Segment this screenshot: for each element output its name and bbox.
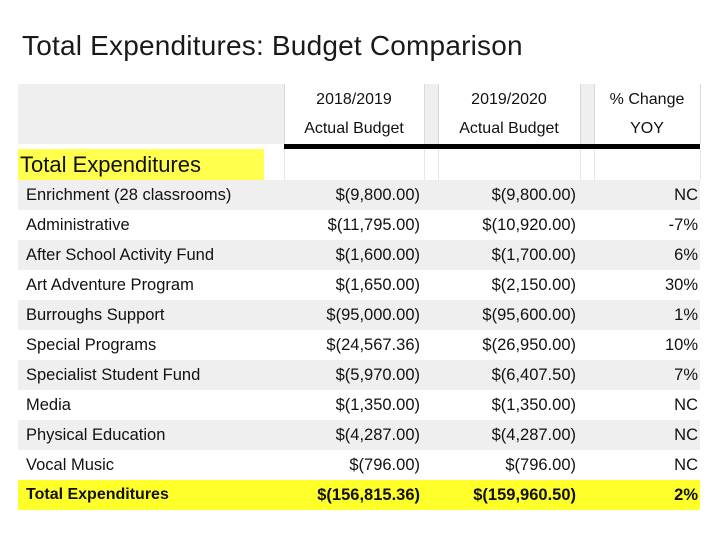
budget-table <box>18 84 700 510</box>
row-change: 6% <box>594 240 700 270</box>
row-label: Specialist Student Fund <box>18 360 264 390</box>
row-change: 7% <box>594 360 700 390</box>
header-change: % Change YOY <box>594 84 700 144</box>
row-label: Special Programs <box>18 330 264 360</box>
row-label: Administrative <box>18 210 264 240</box>
row-label: Physical Education <box>18 420 264 450</box>
row-change: NC <box>594 180 700 210</box>
row-fy2019: $(1,600.00) <box>284 240 424 270</box>
row-fy2019: $(4,287.00) <box>284 420 424 450</box>
row-change: 30% <box>594 270 700 300</box>
row-fy2019: $(11,795.00) <box>284 210 424 240</box>
row-label: Media <box>18 390 264 420</box>
header-row <box>18 84 700 144</box>
header-label-cell <box>18 84 264 144</box>
row-fy2020: $(1,350.00) <box>438 390 580 420</box>
header-fy2019: 2018/2019 Actual Budget <box>284 84 424 144</box>
table-row <box>18 180 700 210</box>
row-label: After School Activity Fund <box>18 240 264 270</box>
table-row <box>18 360 700 390</box>
row-fy2020: $(4,287.00) <box>438 420 580 450</box>
row-fy2019: $(5,970.00) <box>284 360 424 390</box>
row-fy2019: $(9,800.00) <box>284 180 424 210</box>
row-fy2019: $(24,567.36) <box>284 330 424 360</box>
row-fy2019: $(1,350.00) <box>284 390 424 420</box>
row-label: Enrichment (28 classrooms) <box>18 180 264 210</box>
row-label: Art Adventure Program <box>18 270 264 300</box>
total-fy2020: $(159,960.50) <box>438 480 580 510</box>
table-row <box>18 330 700 360</box>
row-change: NC <box>594 450 700 480</box>
row-fy2020: $(6,407.50) <box>438 360 580 390</box>
row-fy2020: $(796.00) <box>438 450 580 480</box>
total-row <box>18 480 700 510</box>
row-label: Vocal Music <box>18 450 264 480</box>
row-fy2020: $(9,800.00) <box>438 180 580 210</box>
table-row <box>18 450 700 480</box>
section-row <box>18 149 700 180</box>
row-fy2020: $(2,150.00) <box>438 270 580 300</box>
row-change: 10% <box>594 330 700 360</box>
row-fy2020: $(10,920.00) <box>438 210 580 240</box>
total-fy2019: $(156,815.36) <box>284 480 424 510</box>
row-fy2019: $(95,000.00) <box>284 300 424 330</box>
row-fy2019: $(796.00) <box>284 450 424 480</box>
section-label: Total Expenditures <box>18 149 264 180</box>
row-fy2020: $(95,600.00) <box>438 300 580 330</box>
page-title: Total Expenditures: Budget Comparison <box>22 30 523 61</box>
row-fy2020: $(1,700.00) <box>438 240 580 270</box>
row-change: -7% <box>594 210 700 240</box>
row-fy2019: $(1,650.00) <box>284 270 424 300</box>
total-change: 2% <box>594 480 700 510</box>
table-row <box>18 240 700 270</box>
row-change: NC <box>594 390 700 420</box>
row-label: Burroughs Support <box>18 300 264 330</box>
table-row <box>18 300 700 330</box>
table-row <box>18 210 700 240</box>
row-fy2020: $(26,950.00) <box>438 330 580 360</box>
header-fy2020: 2019/2020 Actual Budget <box>438 84 580 144</box>
row-change: NC <box>594 420 700 450</box>
table-row <box>18 270 700 300</box>
budget-rows <box>18 180 700 510</box>
row-change: 1% <box>594 300 700 330</box>
table-row <box>18 420 700 450</box>
total-label: Total Expenditures <box>18 480 264 510</box>
table-row <box>18 390 700 420</box>
